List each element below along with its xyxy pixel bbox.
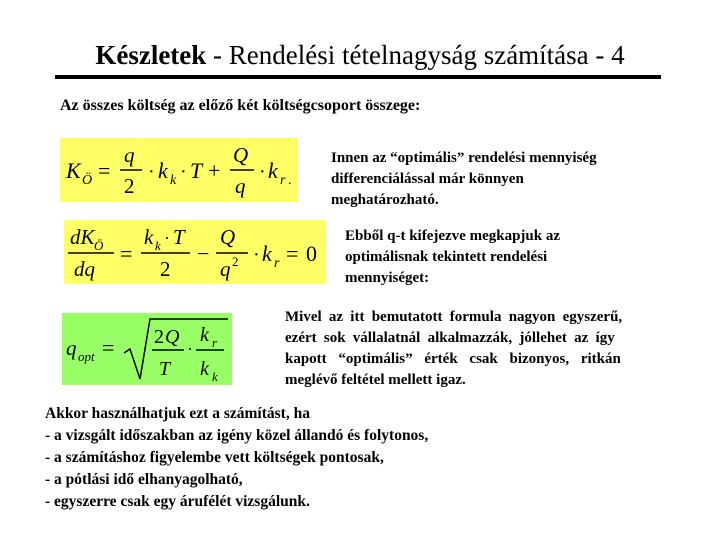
- page-title: [0, 38, 720, 72]
- formula-total-cost: [60, 138, 298, 202]
- svg-text:K: K: [66, 158, 81, 183]
- svg-text:2: 2: [160, 257, 171, 281]
- note-simplicity: [285, 307, 683, 391]
- svg-text:r: r: [212, 335, 218, 350]
- title-divider: [55, 75, 661, 79]
- condition-item: - a számításhoz figyelembe vett költségek pontosak,: [45, 449, 384, 466]
- svg-text:k: k: [212, 369, 218, 384]
- svg-text:k: k: [200, 358, 209, 380]
- svg-text:dK: dK: [70, 225, 95, 249]
- svg-text:2: 2: [232, 254, 239, 269]
- svg-text:.: .: [288, 173, 292, 188]
- condition-item: - egyszerre csak egy árufélét vizsgálunk.: [45, 493, 310, 510]
- svg-text:=: =: [120, 241, 133, 266]
- note-line: meghatározható.: [331, 192, 439, 208]
- svg-text:k: k: [200, 324, 209, 346]
- note-line: Mivel az itt bemutatott formula nagyon egyszerű,: [285, 309, 623, 325]
- svg-text:T: T: [190, 158, 203, 183]
- svg-text:T: T: [159, 358, 171, 380]
- svg-text:=: =: [102, 335, 115, 360]
- formula-derivative-image: [64, 220, 326, 284]
- intro-text: Az összes költség az előző két költségcsoport összege:: [60, 97, 421, 114]
- svg-text:q: q: [220, 257, 231, 281]
- formula-derivative: [64, 220, 326, 284]
- svg-text:r: r: [274, 256, 280, 271]
- svg-text:dq: dq: [74, 257, 95, 281]
- svg-text:q: q: [124, 143, 135, 167]
- svg-text:k: k: [268, 158, 278, 183]
- note-line: mennyiséget:: [345, 270, 430, 286]
- svg-text:·: ·: [180, 161, 187, 183]
- title-rest: - Rendelési tételnagyság számítása - 4: [206, 40, 625, 70]
- svg-text:·: ·: [164, 228, 170, 248]
- svg-text:−: −: [197, 241, 210, 266]
- svg-text:Q: Q: [220, 225, 236, 249]
- svg-text:2: 2: [124, 174, 135, 198]
- svg-text:Q: Q: [165, 326, 180, 348]
- svg-text:q: q: [66, 336, 77, 360]
- title-bold: Készletek: [95, 40, 207, 70]
- formula-total-cost-image: [60, 138, 298, 202]
- svg-text:Q: Q: [233, 143, 249, 167]
- condition-item: - a pótlási idő elhanyagolható,: [45, 471, 243, 488]
- condition-item: - a vizsgált időszakban az igény közel állandó és folytonos,: [45, 427, 429, 444]
- svg-text:r: r: [280, 173, 286, 188]
- svg-text:=: =: [98, 158, 111, 183]
- formula-optimal-image: [62, 313, 232, 385]
- conditions-lead: Akkor használhatjuk ezt a számítást, ha: [45, 405, 310, 422]
- note-differentiation: [331, 148, 597, 211]
- note-line: optimálisnak tekintett rendelési: [345, 249, 548, 265]
- note-line: Ebből q-t kifejezve megkapjuk az: [345, 228, 560, 244]
- svg-text:·: ·: [187, 339, 193, 359]
- svg-text:k: k: [158, 158, 168, 183]
- note-line: ezért sok vállalatnál alkalmazzák, jóllehet az így: [285, 330, 615, 346]
- svg-text:Ö: Ö: [82, 173, 93, 188]
- note-line: kapott “optimális” érték csak bizonyos, ritkán: [285, 351, 621, 367]
- svg-text:·: ·: [259, 161, 266, 183]
- svg-text:Ö: Ö: [94, 238, 104, 253]
- svg-text:+: +: [208, 158, 221, 183]
- note-line: meglévő feltétel mellett igaz.: [285, 372, 466, 388]
- svg-text:k: k: [155, 238, 161, 253]
- note-line: Innen az “optimális” rendelési mennyiség: [331, 150, 597, 166]
- note-express-q: [345, 226, 560, 289]
- svg-text:0: 0: [306, 241, 317, 266]
- svg-text:·: ·: [148, 161, 155, 183]
- svg-text:q: q: [235, 174, 246, 198]
- note-line: differenciálással már könnyen: [331, 171, 524, 187]
- conditions-block: [45, 403, 428, 513]
- svg-text:k: k: [262, 241, 272, 266]
- svg-text:·: ·: [253, 244, 260, 266]
- svg-text:2: 2: [154, 326, 164, 348]
- svg-text:k: k: [144, 225, 154, 249]
- svg-text:T: T: [173, 225, 185, 249]
- svg-text:=: =: [286, 241, 299, 266]
- svg-text:k: k: [170, 173, 177, 188]
- svg-text:opt: opt: [78, 349, 95, 364]
- formula-optimal: [62, 313, 232, 385]
